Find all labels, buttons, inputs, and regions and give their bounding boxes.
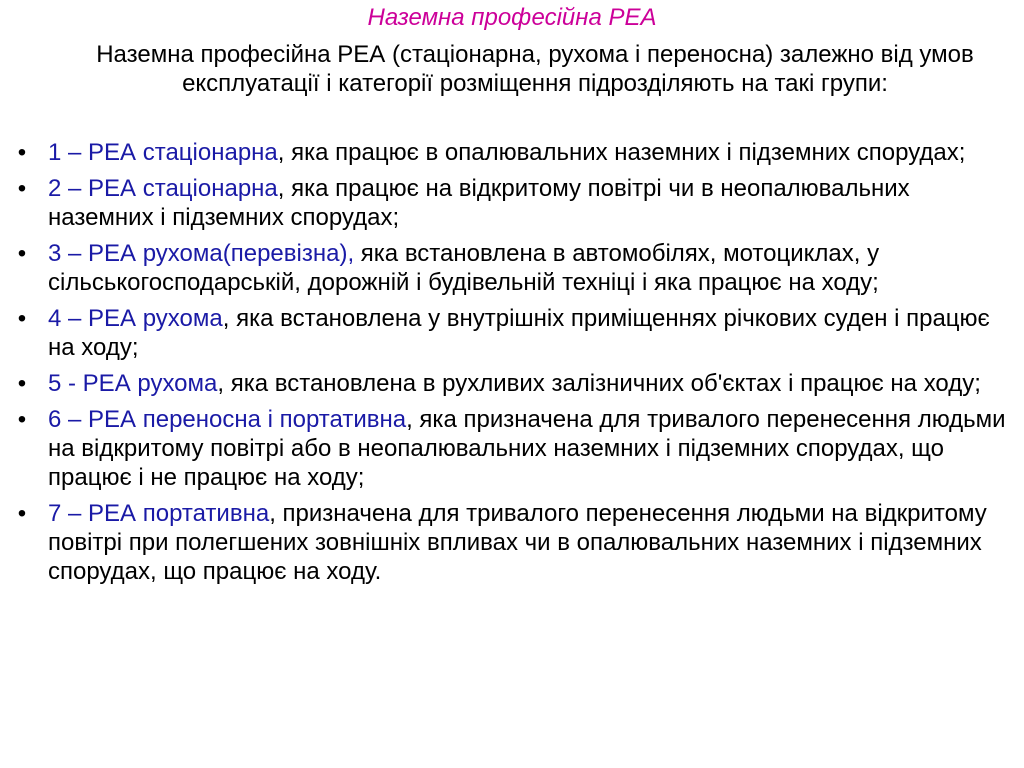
- group-description: , призначена для тривалого перенесення людьми на відкритому повітрі при полегшених зовнішніх впливах чи в опалювальних наземних і підземних спорудах, що працює на ходу.: [48, 500, 987, 585]
- group-name: 5 - РЕА рухома: [48, 370, 218, 397]
- list-item: [0, 138, 1024, 167]
- group-name: 4 – РЕА рухома: [48, 305, 223, 332]
- group-name: 7 – РЕА портативна: [48, 500, 270, 527]
- slide-title: Наземна професійна РЕА: [367, 4, 657, 31]
- group-description: , яка призначена для тривалого перенесення людьми на відкритому повітрі або в неопалювальних наземних і підземних спорудах, що працює і не працює на ходу;: [48, 406, 1006, 491]
- bullet-icon: •: [17, 305, 27, 332]
- group-description: яка встановлена в автомобілях, мотоциклах, у сільськогосподарській, дорожній і будівельній техніці і яка працює на ходу;: [48, 240, 880, 296]
- list-item: [0, 499, 1024, 586]
- bullet-icon: •: [17, 240, 27, 267]
- list-item: [0, 369, 1024, 398]
- bullet-icon: •: [17, 500, 27, 527]
- bullet-icon: •: [17, 406, 27, 433]
- bullet-icon: •: [17, 139, 27, 166]
- group-description: , яка встановлена у внутрішніх приміщеннях річкових суден і працює на ходу;: [48, 305, 990, 361]
- group-description: , яка встановлена в рухливих залізничних об'єктах і працює на ходу;: [217, 370, 981, 397]
- bullet-list: [0, 138, 1024, 593]
- group-description: , яка працює на відкритому повітрі чи в неопалювальних наземних і підземних спорудах;: [48, 175, 910, 231]
- bullet-icon: •: [17, 175, 27, 202]
- list-item: [0, 174, 1024, 232]
- group-description: , яка працює в опалювальних наземних і підземних спорудах;: [277, 139, 966, 166]
- list-item: [0, 304, 1024, 362]
- intro-paragraph: Наземна професійна РЕА (стаціонарна, рухома і переносна) залежно від умов експлуатації і категорії розміщення підрозділяють на такі групи:: [96, 41, 974, 97]
- list-item: [0, 405, 1024, 492]
- group-name: 3 – РЕА рухома(перевізна),: [48, 240, 355, 267]
- group-name: 1 – РЕА стаціонарна: [48, 139, 278, 166]
- list-item: [0, 239, 1024, 297]
- group-name: 6 – РЕА переносна і портативна: [48, 406, 407, 433]
- bullet-icon: •: [17, 370, 27, 397]
- group-name: 2 – РЕА стаціонарна: [48, 175, 278, 202]
